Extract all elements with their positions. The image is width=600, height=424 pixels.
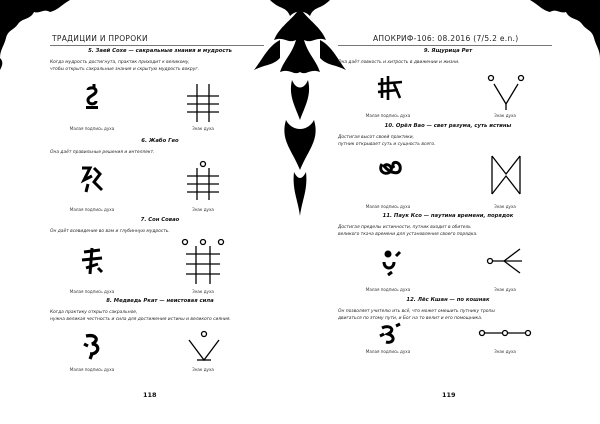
- section-description: Она даёт ловкость и хитрость в движении и жизни.: [338, 60, 460, 65]
- spirit-sign-icon: [183, 160, 223, 204]
- spirit-seal-icon: [78, 332, 106, 360]
- spirit-sign-icon: [486, 74, 526, 112]
- spirit-sign-icon: [183, 82, 223, 124]
- spirit-seal-icon: [78, 246, 106, 276]
- spirit-seal-icon: [78, 164, 106, 194]
- seal-label: Малая подпись духа: [365, 349, 411, 354]
- section-description: Достигая пределы истинности, путник входит в обитель великого ткача времени для установления своего порядка.: [338, 225, 478, 237]
- sign-label: Знак духа: [192, 126, 214, 131]
- page-number-left: 118: [143, 391, 157, 399]
- spirit-seal-icon: [80, 82, 104, 112]
- section-description: Он позволяет учителю ить всё, что может омешить путнику тропы двигаться по этому пути, и Бог на то велит и его помощника.: [338, 309, 495, 321]
- spirit-seal-icon: [376, 322, 404, 348]
- section-title: 5. Заей Сохе — сакральные знания и мудрость: [88, 48, 232, 54]
- sign-label: Знак духа: [494, 349, 516, 354]
- section-title: 11. Паук Ксо — паутина времени, порядок: [382, 213, 514, 219]
- section-title: 9. Ящурица Рет: [423, 48, 473, 54]
- header-rule-left: [50, 45, 264, 46]
- page-number-right: 119: [442, 391, 456, 399]
- sign-label: Знак духа: [494, 113, 516, 118]
- header-rule-right: [338, 45, 552, 46]
- sign-label: Знак духа: [192, 207, 214, 212]
- sign-label: Знак духа: [192, 289, 214, 294]
- sign-label: Знак духа: [494, 287, 516, 292]
- section-title: 7. Сон Совао: [140, 217, 180, 223]
- section-title: 12. Лёс Кшан — по кошнак: [406, 297, 490, 303]
- section-description: Достигая высот своей практики, путник открывает суть и сущность всего.: [338, 135, 436, 147]
- spirit-sign-icon: [486, 246, 526, 276]
- spirit-sign-icon: [185, 330, 223, 364]
- spirit-seal-icon: [376, 246, 404, 276]
- spirit-seal-icon: [376, 156, 406, 184]
- section-description: Она даёт правильные решения и интеллект.: [50, 150, 155, 155]
- seal-label: Малая подпись духа: [365, 204, 411, 209]
- spirit-sign-icon: [180, 238, 226, 288]
- seal-label: Малая подпись духа: [69, 367, 115, 372]
- seal-label: Малая подпись духа: [69, 289, 115, 294]
- sign-label: Знак духа: [494, 204, 516, 209]
- spirit-sign-icon: [478, 326, 532, 340]
- running-head-right: АПОКРИФ-106: 08.2016 (7/5.2 e.n.): [373, 34, 519, 43]
- running-head-left: ТРАДИЦИИ И ПРОРОКИ: [52, 34, 148, 43]
- spirit-seal-icon: [376, 74, 404, 104]
- seal-label: Малая подпись духа: [365, 113, 411, 118]
- section-title: 10. Орёл Вао — свет разума, суть истины: [384, 123, 512, 129]
- spirit-sign-icon: [486, 152, 526, 198]
- section-description: Он даёт всевидение во вам и глубинную мудрость.: [50, 229, 170, 234]
- center-ornament: [240, 0, 360, 240]
- section-title: 6. Жабо Гео: [141, 138, 179, 144]
- seal-label: Малая подпись духа: [69, 126, 115, 131]
- section-description: Когда мудрость достигнута, практик приходит к великому, чтобы открыть сакральные знания и скрытую мудрость вокруг.: [50, 60, 200, 72]
- sign-label: Знак духа: [192, 367, 214, 372]
- seal-label: Малая подпись духа: [69, 207, 115, 212]
- seal-label: Малая подпись духа: [365, 287, 411, 292]
- section-title: 8. Медведь Ркат — неистовая сила: [106, 298, 214, 304]
- section-description: Когда практику открыто сакральное, нужна великая честность и сила для достижения истины и великого сияния.: [50, 310, 231, 322]
